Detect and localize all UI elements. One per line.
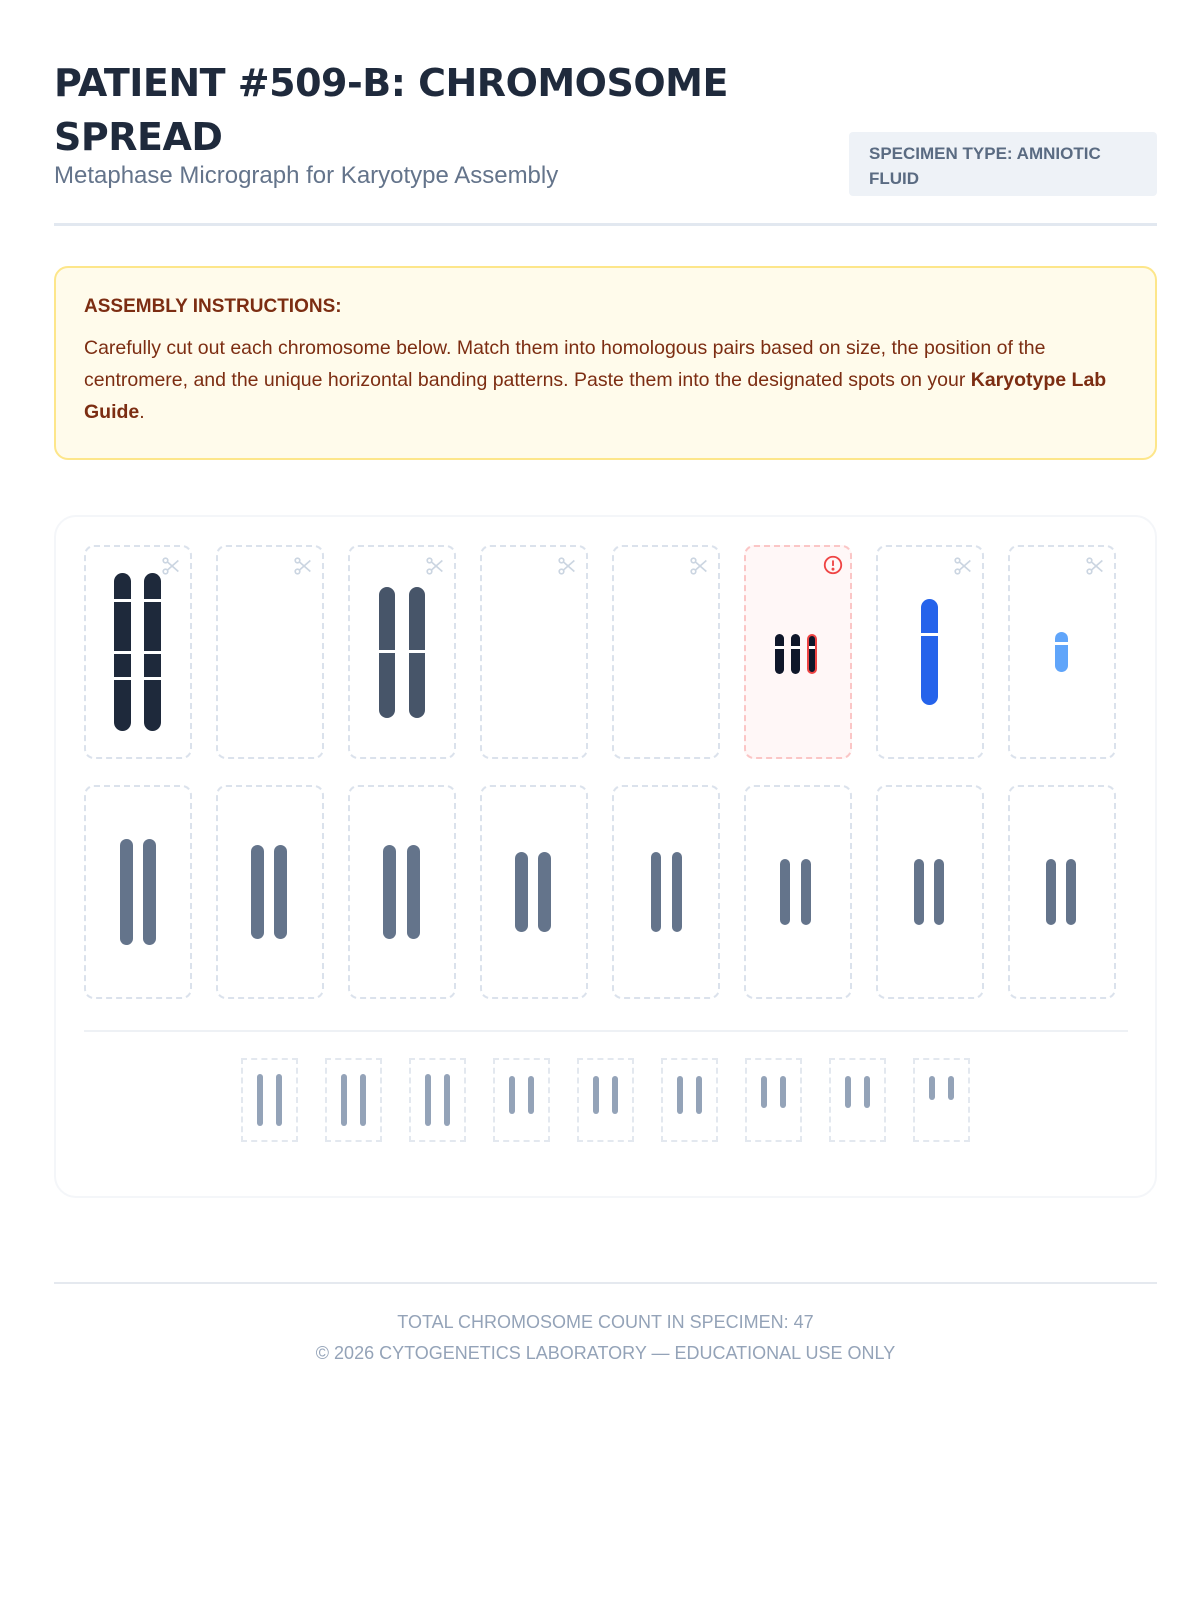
row-divider [84,1030,1128,1032]
chromosome-card[interactable] [744,785,852,999]
chromosome-card[interactable] [1008,545,1116,759]
instructions-end: . [139,401,145,423]
chromosome-card[interactable] [84,545,192,759]
chromatid [914,859,924,925]
chromatid [1046,859,1056,925]
instructions-body: Carefully cut out each chromosome below. Match them into homologous pairs based on size, the position of the centromere, and the unique horizontal banding patterns. Paste them into the designated spots on your [84,337,1046,391]
chromatid [696,1076,702,1114]
scissors-icon[interactable] [688,555,710,577]
chromatid [845,1076,851,1108]
instructions-text [84,332,1127,428]
chromosome-spread [54,515,1157,1198]
chromosome-card[interactable] [84,785,192,999]
chromatid [379,587,395,718]
page-footer [54,1282,1157,1364]
chromatid [761,1076,767,1108]
page-header [54,56,1157,226]
chromatid [251,845,264,939]
chromatid [801,859,811,925]
mini-chromosome-card[interactable] [409,1058,466,1142]
trisomy-chromatids [746,547,850,757]
chromatid [1055,632,1068,672]
scissors-icon[interactable] [556,555,578,577]
chromatid [274,845,287,939]
chromatid [383,845,396,939]
chromosome-single [1010,547,1114,757]
instructions-title: ASSEMBLY INSTRUCTIONS: [84,296,342,317]
chromatid [409,587,425,718]
copyright-notice: © 2026 CYTOGENETICS LABORATORY — EDUCATIONAL USE ONLY [315,1343,896,1363]
chromatid [780,859,790,925]
chromatid [444,1074,450,1126]
chromatid-extra [807,634,817,674]
chromatid [144,573,161,731]
lab-guide-reference: Karyotype Lab Guide [84,369,1107,423]
chromatid [651,852,661,932]
chromosome-card[interactable] [1008,785,1116,999]
assembly-instructions [54,266,1157,460]
mini-chromosome-card[interactable] [493,1058,550,1142]
chromatid [114,573,131,731]
chromosome-card-flagged[interactable] [744,545,852,759]
chromatid [612,1076,618,1114]
chromatid [341,1074,347,1126]
chromatid [120,839,133,945]
chromatid [775,634,784,674]
mini-chromosome-card[interactable] [829,1058,886,1142]
chromatid [948,1076,954,1100]
chromatid [864,1076,870,1108]
specimen-type-badge: SPECIMEN TYPE: AMNIOTIC FLUID [849,132,1157,196]
chromosome-card-empty[interactable] [216,545,324,759]
chromatid [791,634,800,674]
chromatid [509,1076,515,1114]
chromatid [425,1074,431,1126]
chromosome-card[interactable] [348,785,456,999]
chromosome-card-empty[interactable] [480,545,588,759]
chromatid [276,1074,282,1126]
chromosome-card[interactable] [480,785,588,999]
chromatid [360,1074,366,1126]
chromosome-single [878,547,982,757]
chromosome-pair [350,547,454,757]
chromatid [677,1076,683,1114]
chromosome-card[interactable] [876,545,984,759]
scissors-icon[interactable] [292,555,314,577]
chromatid [1066,859,1076,925]
chromatid [143,839,156,945]
chromatid [780,1076,786,1108]
chromosome-card[interactable] [876,785,984,999]
chromosome-card[interactable] [612,785,720,999]
mini-chromosome-card[interactable] [661,1058,718,1142]
chromatid [929,1076,935,1100]
mini-chromosome-card[interactable] [325,1058,382,1142]
chromosome-pair [86,547,190,757]
chromatid [672,852,682,932]
mini-chromosome-card[interactable] [241,1058,298,1142]
chromatid [538,852,551,932]
page-title: PATIENT #509-B: CHROMOSOME SPREAD [54,61,728,159]
mini-chromosome-card[interactable] [577,1058,634,1142]
mini-chromosome-card[interactable] [913,1058,970,1142]
chromatid [257,1074,263,1126]
chromatid [528,1076,534,1114]
chromosome-card-empty[interactable] [612,545,720,759]
chromatid [515,852,528,932]
chromatid [407,845,420,939]
page-subtitle: Metaphase Micrograph for Karyotype Assembly [54,162,559,189]
chromatid [934,859,944,925]
chromosome-card[interactable] [216,785,324,999]
chromatid [921,599,938,705]
mini-chromosome-card[interactable] [745,1058,802,1142]
chromosome-count: TOTAL CHROMOSOME COUNT IN SPECIMEN: 47 [397,1312,814,1332]
chromatid [593,1076,599,1114]
chromosome-card[interactable] [348,545,456,759]
